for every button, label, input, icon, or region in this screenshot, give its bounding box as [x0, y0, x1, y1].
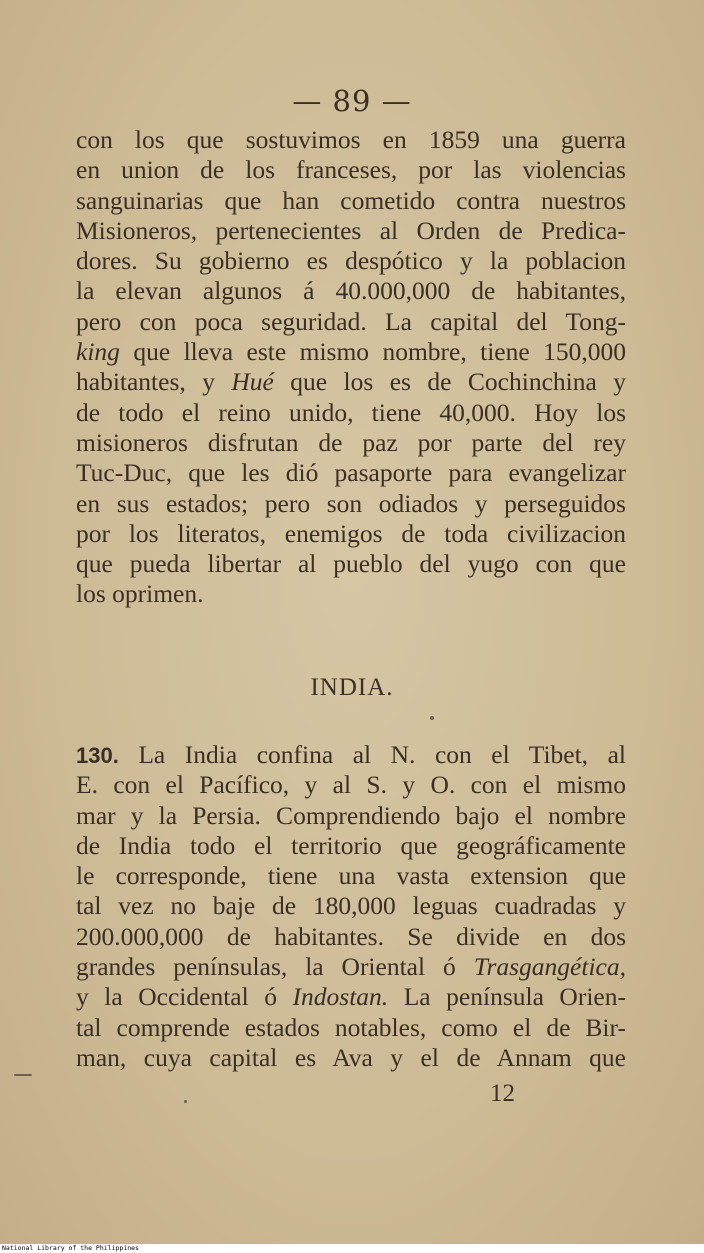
page-number: — 89 — — [292, 84, 412, 118]
text-line: sanguinarias que han cometido contra nuestros — [76, 185, 626, 215]
text-line: con los que sostuvimos en 1859 una guerra — [76, 125, 626, 154]
text-line: de India todo el territorio que geográficamente — [76, 830, 626, 860]
italic-word: Trasgangética, — [473, 952, 626, 982]
italic-word: Indostan. — [292, 982, 389, 1012]
italic-word: king — [76, 337, 120, 367]
text-line: tal comprende estados notables, como el de Bir- — [76, 1012, 626, 1042]
ink-speck — [14, 1074, 32, 1076]
ink-speck — [430, 716, 434, 720]
paragraph-tongking — [76, 125, 626, 610]
text-line: 130. La India confina al N. con el Tibet, al — [76, 740, 626, 769]
paragraph-number: 130. — [76, 743, 119, 768]
text-line: king que lleva este mismo nombre, tiene 150,000 — [76, 337, 626, 367]
ink-speck — [184, 1100, 187, 1103]
italic-word: Hué — [231, 367, 274, 397]
signature-mark: 12 — [490, 1080, 515, 1107]
text-line: man, cuya capital es Ava y el de Annam que — [76, 1042, 626, 1072]
text-line: en union de los franceses, por las violencias — [76, 155, 626, 185]
text-line: tal vez no baje de 180,000 leguas cuadradas y — [76, 891, 626, 921]
text-line: misioneros disfrutan de paz por parte del rey — [76, 427, 626, 457]
section-heading: INDIA. — [310, 674, 394, 701]
text-line: Misioneros, pertenecientes al Orden de Predica- — [76, 215, 626, 245]
text-line: le corresponde, tiene una vasta extension que — [76, 861, 626, 891]
text-line: que pueda libertar al pueblo del yugo con que — [76, 549, 626, 579]
text-line: Tuc-Duc, que les dió pasaporte para evangelizar — [76, 458, 626, 488]
text-line: de todo el reino unido, tiene 40,000. Hoy los — [76, 397, 626, 427]
text-line: E. con el Pacífico, y al S. y O. con el mismo — [76, 770, 626, 800]
text-line: 200.000,000 de habitantes. Se divide en dos — [76, 921, 626, 951]
text-line: en sus estados; pero son odiados y perseguidos — [76, 488, 626, 518]
text-line: y la Occidental ó Indostan. La península Orien- — [76, 982, 626, 1012]
text-line: grandes penínsulas, la Oriental ó Trasgangética, — [76, 952, 626, 982]
paragraph-india — [76, 740, 626, 1073]
text-line: mar y la Persia. Comprendiendo bajo el nombre — [76, 800, 626, 830]
text-line: pero con poca seguridad. La capital del Tong- — [76, 306, 626, 336]
text-line: los oprimen. — [76, 579, 204, 609]
text-line: dores. Su gobierno es despótico y la poblacion — [76, 246, 626, 276]
text-line: habitantes, y Hué que los es de Cochinchina y — [76, 367, 626, 397]
text-line: la elevan algunos á 40.000,000 de habitantes, — [76, 276, 626, 306]
text-line: por los literatos, enemigos de toda civilizacion — [76, 518, 626, 548]
library-credit: National Library of the Philippines — [2, 1244, 139, 1252]
